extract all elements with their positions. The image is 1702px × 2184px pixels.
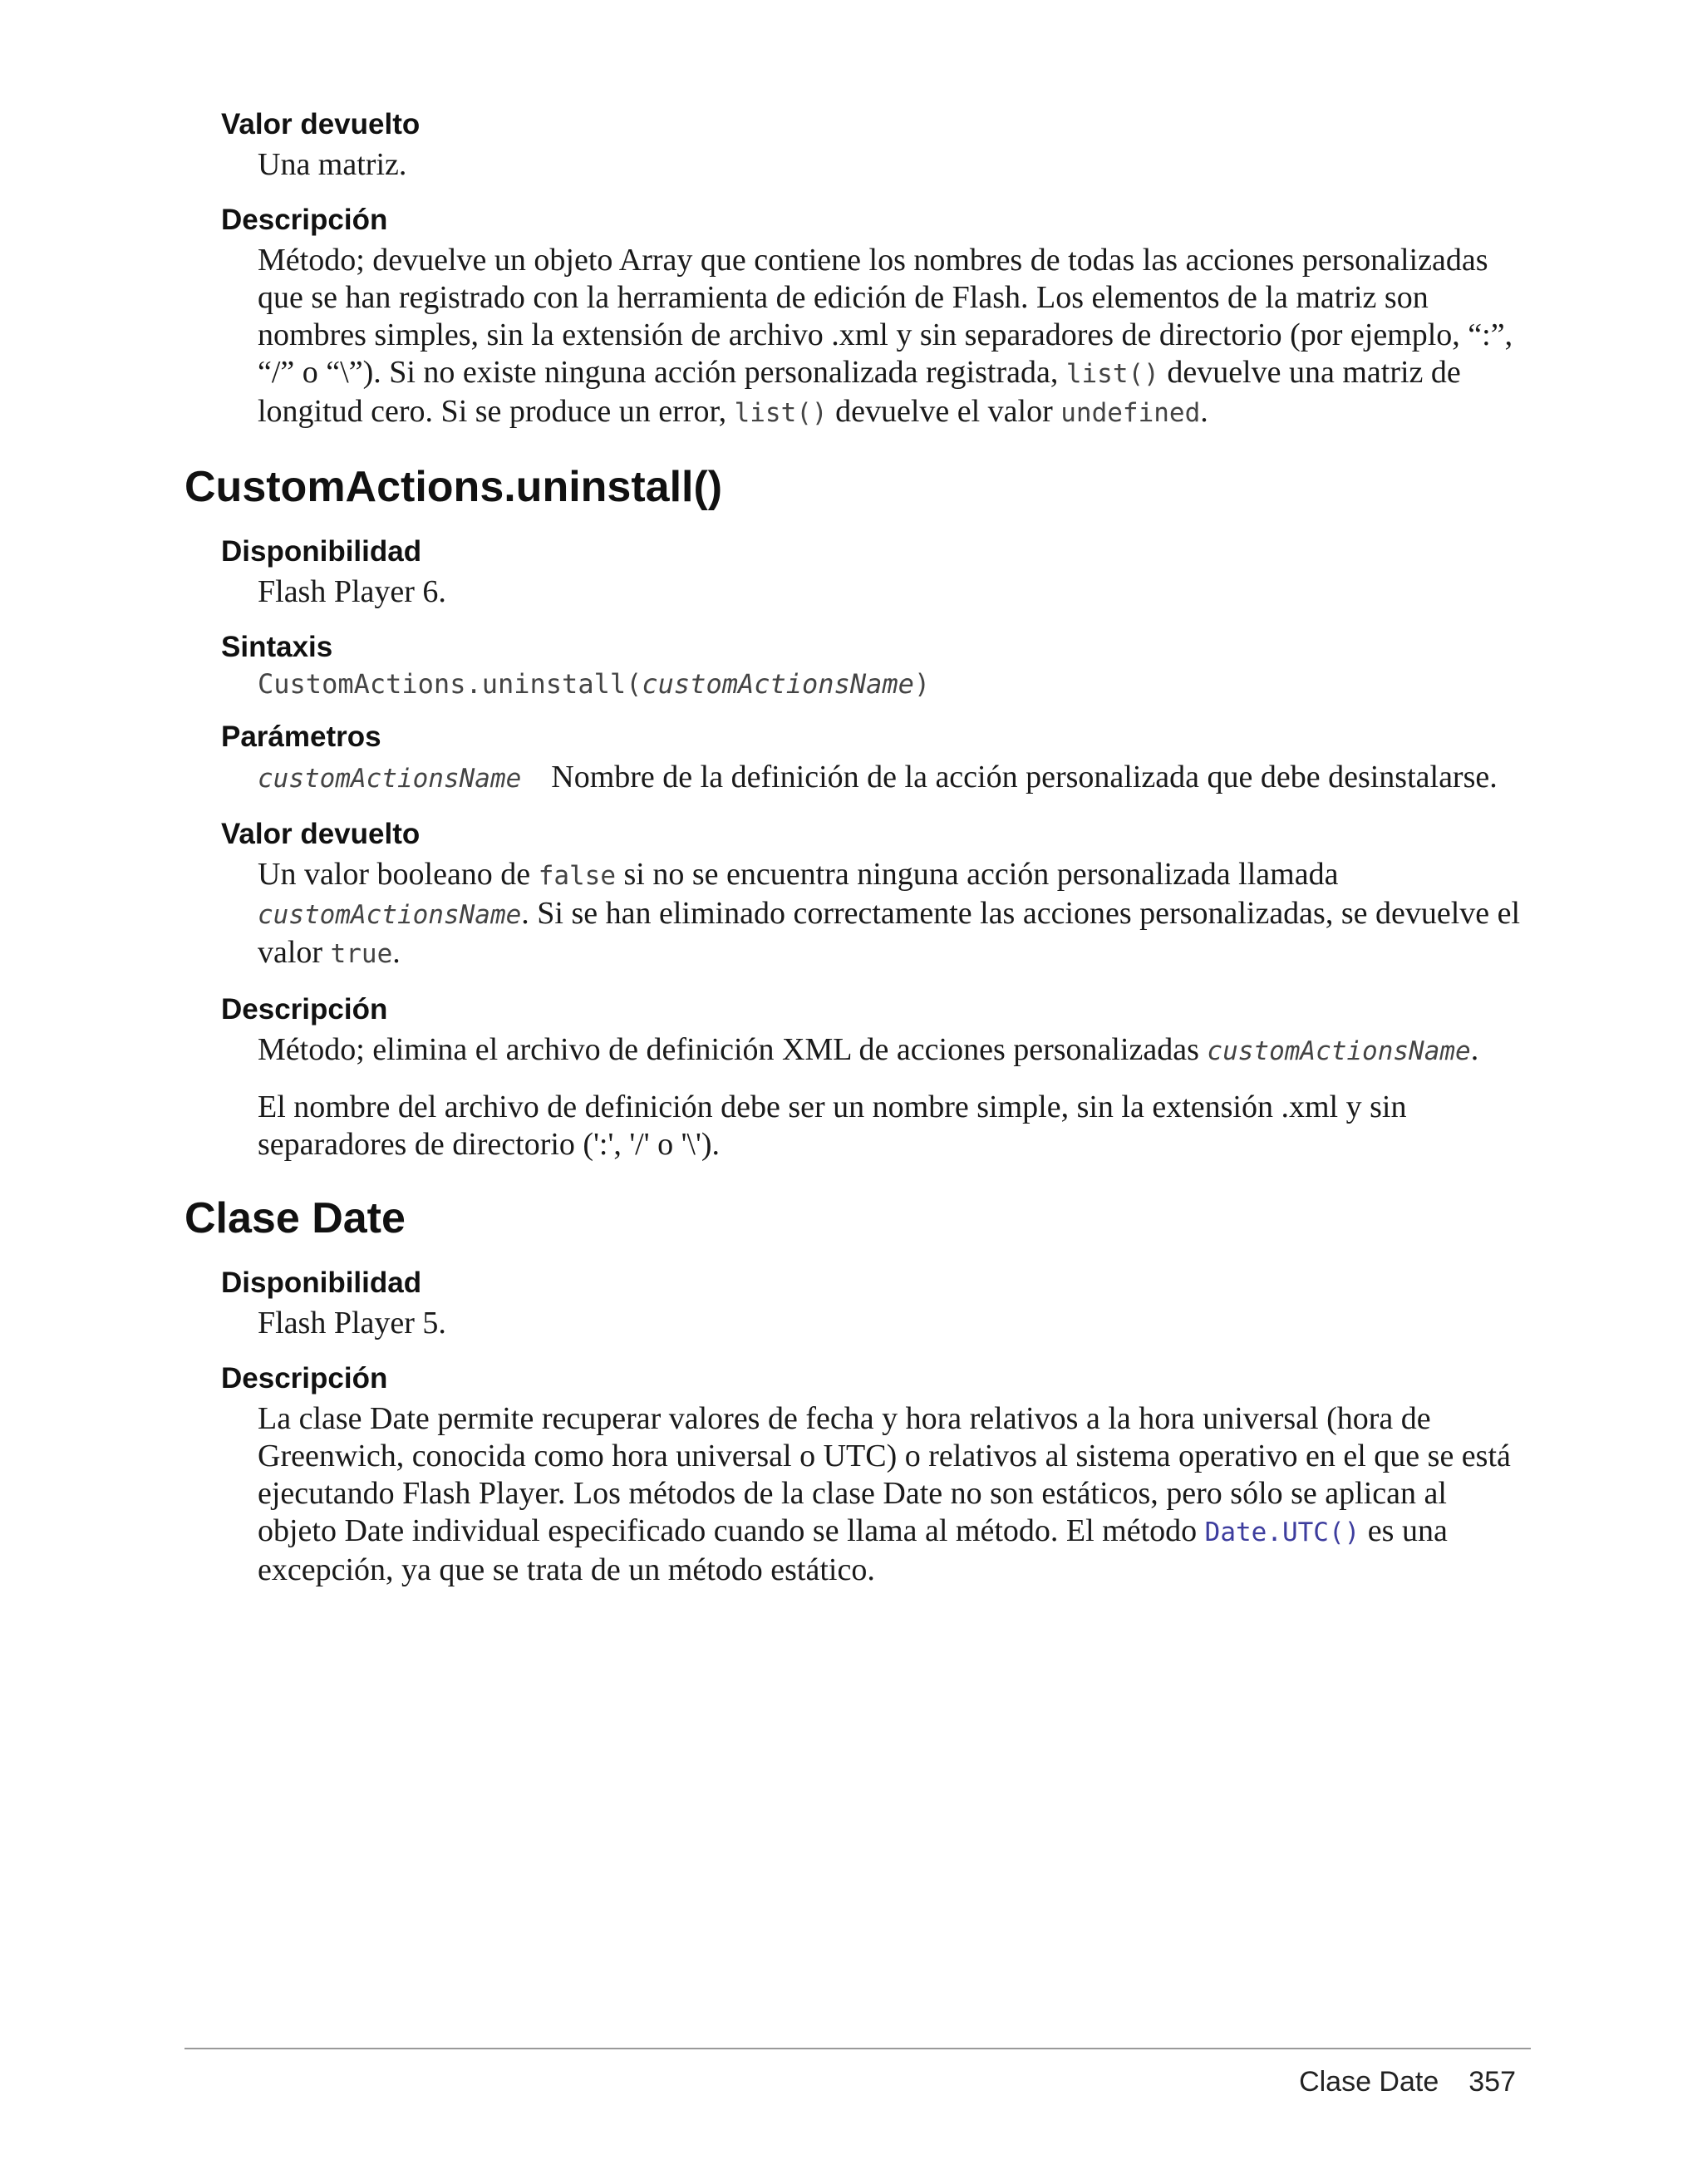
description-paragraph-2: El nombre del archivo de definición debe ser un nombre simple, sin la extensión .xml y sin separadores de directorio (':', '/' o '\'). — [258, 1090, 1407, 1162]
page-content — [184, 106, 1531, 1607]
description-text: Método; elimina el archivo de definición XML de acciones personalizadas — [258, 1032, 1208, 1067]
return-value-text: Una matriz. — [258, 147, 407, 182]
return-text: Un valor booleano de — [258, 857, 539, 892]
syntax-code — [258, 666, 1531, 702]
footer-section-name: Clase Date — [1299, 2066, 1439, 2098]
code-list-call: list() — [734, 398, 828, 428]
description-heading: Descripción — [221, 204, 388, 236]
description-text: . — [1200, 394, 1208, 429]
code-list-call: list() — [1065, 359, 1159, 389]
description-text: devuelve una matriz de longitud cero. Si se produce un error, — [258, 355, 1461, 429]
code-param-ref: customActionsName — [1207, 1036, 1471, 1066]
syntax-heading: Sintaxis — [221, 631, 333, 663]
parameter-description: Nombre de la definición de la acción personalizada que debe desinstalarse. — [551, 760, 1498, 794]
code-false: false — [538, 861, 617, 891]
syntax-suffix: ) — [913, 668, 931, 700]
return-value-paragraph — [258, 856, 1521, 973]
footer-divider — [184, 2048, 1531, 2049]
description-paragraph — [258, 1400, 1521, 1589]
page-number: 357 — [1468, 2066, 1516, 2098]
code-undefined: undefined — [1060, 398, 1201, 428]
code-true: true — [330, 939, 393, 969]
description-heading: Descripción — [221, 1362, 388, 1395]
description-text: La clase Date permite recuperar valores de fecha y hora relativos a la hora universal (hora de Greenwich, conocida como hora universal o UTC) o relativos al sistema operativo en el que se está ejecutando Flash Player. Los métodos de la clase Date no son estáticos, pero sólo se aplican al objeto Date individual especificado cuando se llama al método. El método — [258, 1401, 1511, 1548]
parameters-heading: Parámetros — [221, 721, 381, 753]
return-text: si no se encuentra ninguna acción personalizada llamada — [616, 857, 1339, 892]
parameter-name: customActionsName — [258, 764, 522, 794]
description-paragraph — [258, 1031, 1521, 1070]
description-text: Método; devuelve un objeto Array que contiene los nombres de todas las acciones personalizadas que se han registrado con la herramienta de edición de Flash. Los elementos de la matriz son nombres simples, sin la extensión de archivo .xml y sin separadores de directorio (por ejemplo, “:”, “/” o “\”). Si no existe ninguna acción personalizada registrada, — [258, 243, 1513, 390]
description-heading: Descripción — [221, 993, 388, 1026]
code-param-ref: customActionsName — [258, 900, 522, 930]
return-text: . Si se han eliminado correctamente las acciones personalizadas, se devuelve el valor — [258, 896, 1521, 970]
description-text: devuelve el valor — [827, 394, 1061, 429]
page-footer — [1299, 2066, 1516, 2098]
syntax-param: customActionsName — [642, 668, 914, 700]
return-value-heading: Valor devuelto — [221, 108, 421, 140]
parameter-item — [258, 759, 1521, 798]
date-class-section-title: Clase Date — [184, 1194, 406, 1242]
syntax-prefix: CustomActions.uninstall( — [258, 668, 642, 700]
date-utc-link[interactable]: Date.UTC() — [1204, 1517, 1360, 1547]
description-text: es una excepción, ya que se trata de un método estático. — [258, 1513, 1448, 1587]
uninstall-section-title: CustomActions.uninstall() — [184, 463, 723, 511]
description-text: . — [1470, 1032, 1479, 1067]
availability-heading: Disponibilidad — [221, 1267, 422, 1299]
availability-text: Flash Player 6. — [258, 574, 446, 609]
availability-heading: Disponibilidad — [221, 535, 422, 568]
description-paragraph — [258, 242, 1521, 432]
return-value-heading: Valor devuelto — [221, 818, 421, 850]
return-text: . — [392, 935, 401, 970]
availability-text: Flash Player 5. — [258, 1306, 446, 1340]
